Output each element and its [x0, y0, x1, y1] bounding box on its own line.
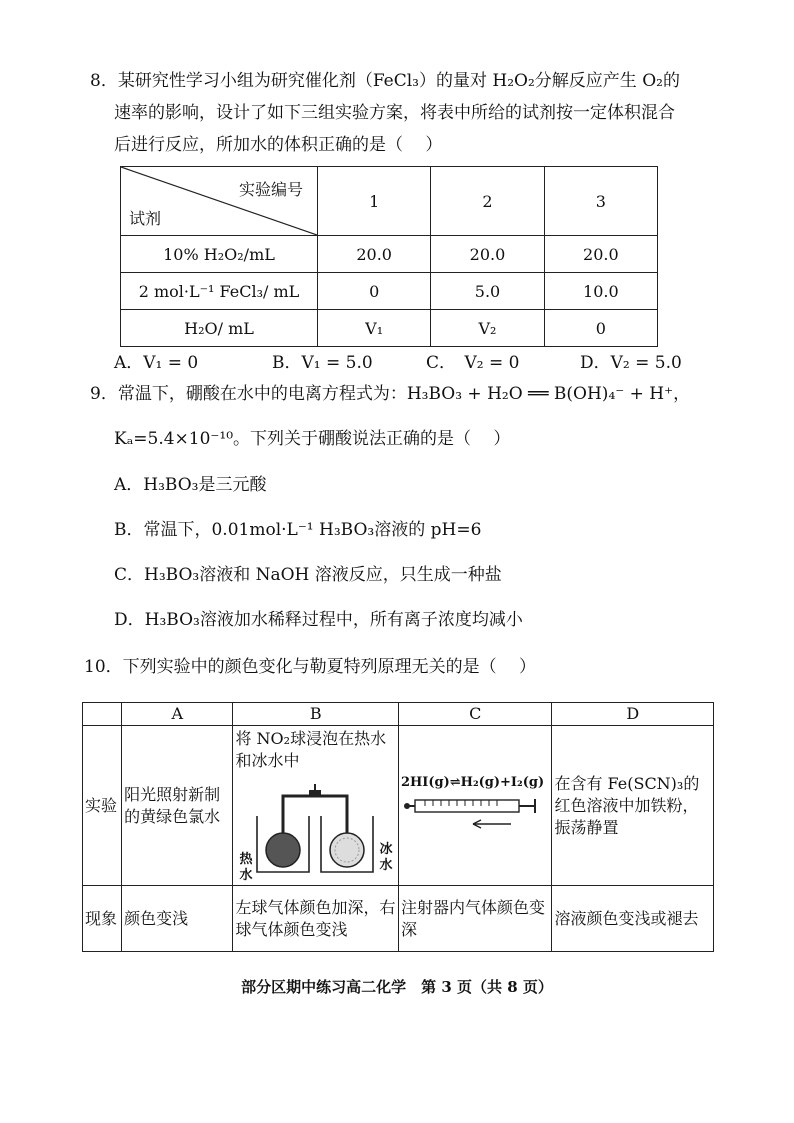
q8-row-label: 10% H₂O₂/mL — [121, 236, 318, 273]
q10-equation-c: 2HI(g)⇌H₂(g)+I₂(g) — [400, 774, 545, 790]
q10-experiment-d: 在含有 Fe(SCN)₃的红色溶液中加铁粉，振荡静置 — [552, 726, 714, 886]
q10-experiment-b-cell — [233, 726, 399, 886]
q10-col-b: B — [233, 703, 399, 726]
q8-col-1: 1 — [318, 167, 431, 236]
q8-cell: 10.0 — [544, 273, 657, 310]
q8-header-experiment-no: 实验编号 — [238, 180, 303, 199]
q8-option-b[interactable]: B．V₁ = 5.0 — [272, 353, 373, 373]
q10-experiment-b-text: 将 NO₂球浸泡在热水和冰水中 — [235, 729, 387, 770]
q8-cell: V₁ — [318, 310, 431, 347]
table-row — [121, 310, 658, 347]
q9-stem-line1: 9．常温下，硼酸在水中的电离方程式为：H₃BO₃ + H₂O ══ B(OH)₄⁻ + H⁺， — [90, 384, 691, 404]
q8-cell: 0 — [544, 310, 657, 347]
no2-bulb-apparatus-icon — [235, 776, 395, 876]
q10-phenomenon-a: 颜色变浅 — [122, 886, 233, 952]
syringe-icon — [401, 794, 549, 834]
q9-stem-line2: Kₐ=5.4×10⁻¹⁰。下列关于硼酸说法正确的是（ ） — [114, 429, 511, 449]
q10-stem: 10．下列实验中的颜色变化与勒夏特列原理无关的是（ ） — [84, 657, 537, 677]
q10-experiment-c-cell — [398, 726, 551, 886]
q10-ice-water-label: 冰水 — [379, 842, 393, 873]
q8-row-label: H₂O/ mL — [121, 310, 318, 347]
q8-cell: 0 — [318, 273, 431, 310]
q8-cell: 20.0 — [544, 236, 657, 273]
q10-row-phenomenon-label: 现象 — [83, 886, 122, 952]
q8-cell: 20.0 — [431, 236, 544, 273]
q8-cell: 5.0 — [431, 273, 544, 310]
q9-option-d[interactable]: D．H₃BO₃溶液加水稀释过程中，所有离子浓度均减小 — [114, 610, 523, 630]
table-row — [121, 273, 658, 310]
q10-col-a: A — [122, 703, 233, 726]
q9-option-b[interactable]: B．常温下，0.01mol·L⁻¹ H₃BO₃溶液的 pH=6 — [114, 520, 482, 540]
q8-cell: V₂ — [431, 310, 544, 347]
q8-col-3: 3 — [544, 167, 657, 236]
q10-row-experiment-label: 实验 — [83, 726, 122, 886]
q8-options — [114, 348, 714, 373]
q9-option-a[interactable]: A．H₃BO₃是三元酸 — [114, 475, 267, 495]
page-footer: 部分区期中练习高二化学 第 3 页（共 8 页） — [241, 978, 553, 996]
q10-col-d: D — [552, 703, 714, 726]
q8-cell: 20.0 — [318, 236, 431, 273]
q8-row-label: 2 mol·L⁻¹ FeCl₃/ mL — [121, 273, 318, 310]
table-row — [121, 236, 658, 273]
q8-option-c[interactable]: C． V₂ = 0 — [426, 353, 520, 373]
q10-corner — [83, 703, 122, 726]
q10-phenomenon-b: 左球气体颜色加深，右球气体颜色变浅 — [233, 886, 399, 952]
q8-option-a[interactable]: A．V₁ = 0 — [114, 353, 199, 373]
q9-option-c[interactable]: C．H₃BO₃溶液和 NaOH 溶液反应，只生成一种盐 — [114, 565, 502, 585]
q10-table — [82, 702, 714, 952]
q8-stem-line1: 8．某研究性学习小组为研究催化剂（FeCl₃）的量对 H₂O₂分解反应产生 O₂的 — [90, 71, 680, 91]
q10-phenomenon-d: 溶液颜色变浅或褪去 — [552, 886, 714, 952]
q8-header-reagent: 试剂 — [129, 209, 162, 228]
q8-stem-line3: 后进行反应，所加水的体积正确的是（ ） — [114, 135, 443, 155]
q8-table — [120, 166, 658, 347]
q10-experiment-a: 阳光照射新制的黄绿色氯水 — [122, 726, 233, 886]
q10-phenomenon-c: 注射器内气体颜色变深 — [398, 886, 551, 952]
q8-table-diagonal-header — [121, 167, 318, 236]
q8-stem-line2: 速率的影响，设计了如下三组实验方案，将表中所给的试剂按一定体积混合 — [114, 103, 675, 123]
q8-option-d[interactable]: D．V₂ = 5.0 — [580, 353, 682, 373]
q8-col-2: 2 — [431, 167, 544, 236]
q10-col-c: C — [398, 703, 551, 726]
q10-hot-water-label: 热水 — [239, 852, 253, 883]
